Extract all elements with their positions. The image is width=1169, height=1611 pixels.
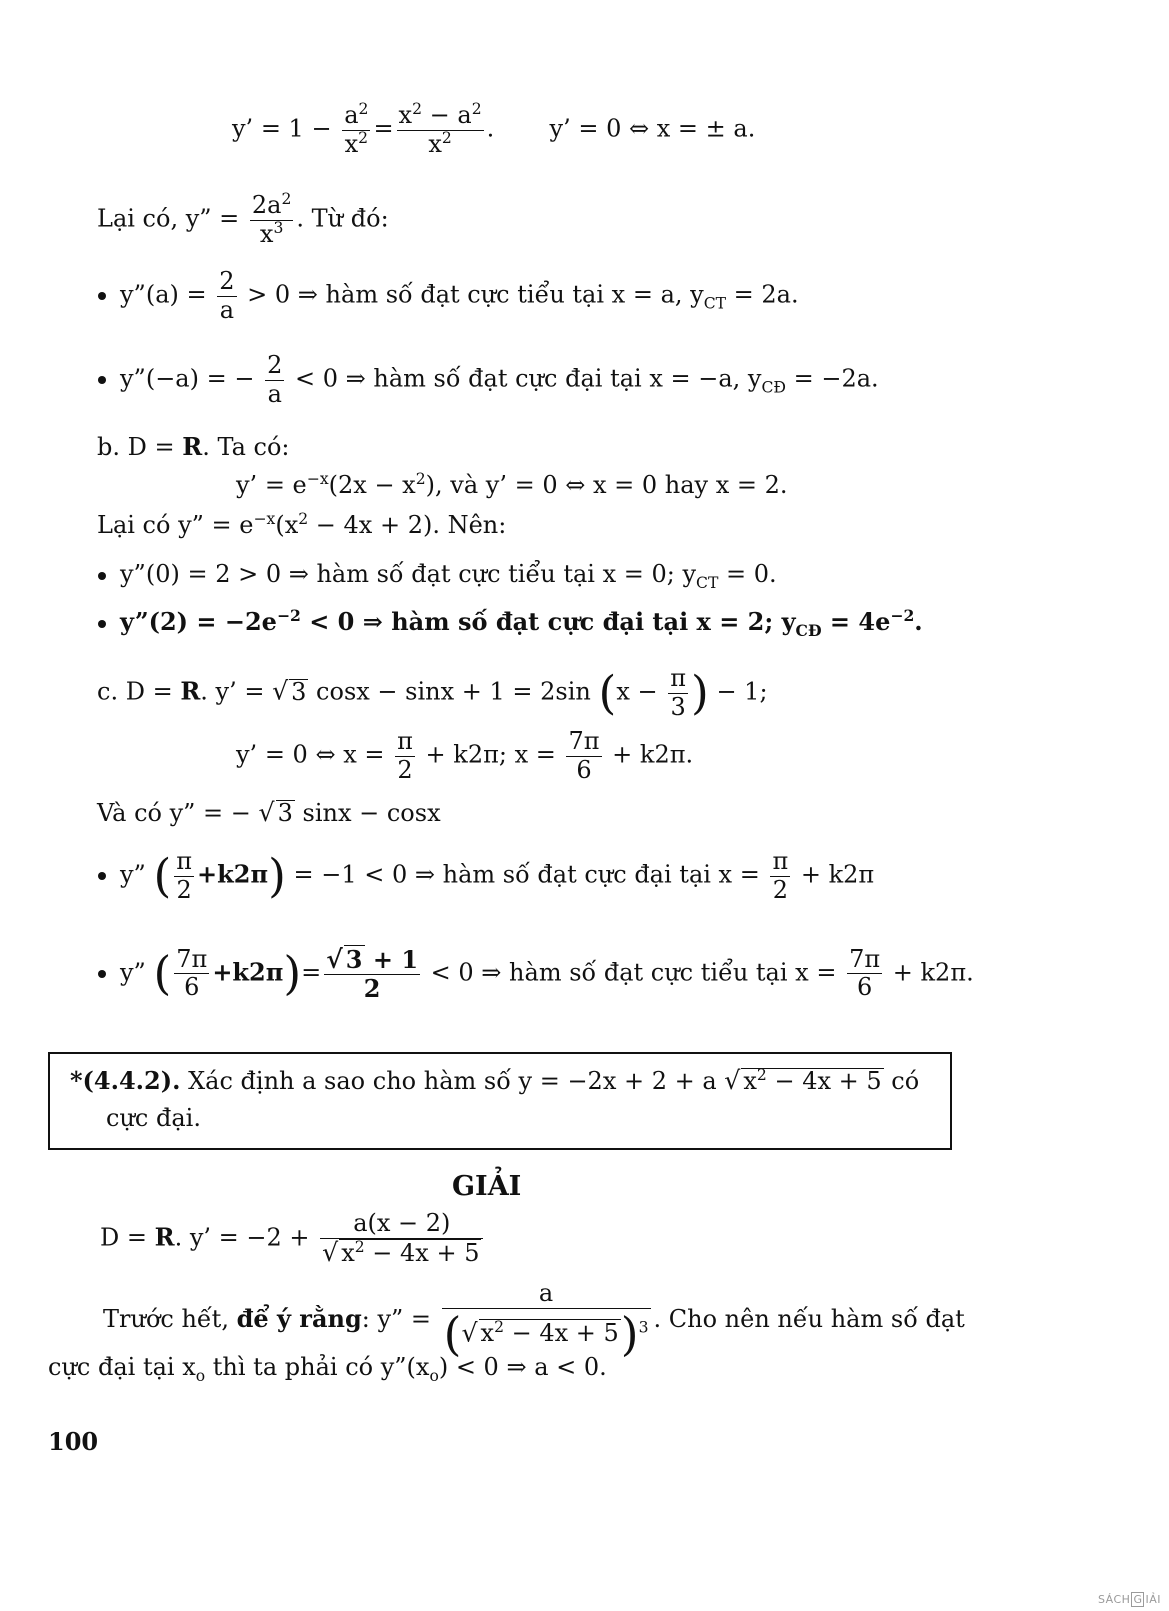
fraction: $\frac{a(x - 2)}{√ x^2 - 4x + 5}$ xyxy=(320,1210,483,1268)
bullet-min-0: y”(0) = 2 > 0 ⇒ hàm số đạt cực tiểu tại x = 0; $y_{CT} = 0$. xyxy=(98,562,777,586)
bullet-max-c: y” ( $\frac{\pi}{2}$ +k2π) = −1 < 0 ⇒ hàm số đạt cực đại tại x = $\frac{\pi}{2}$ + k2π xyxy=(98,848,874,904)
fraction: $\frac{a}{(√ x^2 - 4x + 5)^3}$ xyxy=(443,1279,649,1361)
bullet-icon xyxy=(98,620,106,628)
formula-b-second: Lại có y” = $e^{-x}(x^2 - 4x + 2)$. Nên: xyxy=(97,510,507,539)
solution-conclusion: cực đại tại $x_o$ thì ta phải có $y”(x_o) < 0$ ⇒ a < 0. xyxy=(48,1353,607,1385)
problem-statement: *(4.4.2). Xác định a sao cho hàm số y = −2x + 2 + a √ $x^2 - 4x + 5$ có xyxy=(70,1066,920,1095)
bullet-max-2: y”(2) = $-2e^{-2} < 0$ ⇒ hàm số đạt cực đại tại x = 2; $y_{CĐ} = 4e^{-2}$. xyxy=(98,610,923,634)
formula-b-derivative: y’ = $e^{-x}(2x - x^2)$, và y’ = 0 ⇔ x = 0 hay x = 2. xyxy=(236,470,788,499)
bullet-min-a: y”(a) = $\frac{2}{a}$ > 0 ⇒ hàm số đạt cực tiểu tại x = a, $y_{CT} = 2a$. xyxy=(98,268,799,324)
fraction: $\frac{2a^2}{x^3}$ xyxy=(251,190,292,248)
formula-c-second: Và có y” = − √ 3 sinx − cosx xyxy=(97,798,441,827)
fraction: $\frac{\pi}{2}$ xyxy=(176,847,193,904)
problem-number: *(4.4.2). xyxy=(70,1066,181,1095)
bullet-icon xyxy=(98,292,106,300)
bullet-max-a: y”(−a) = − $\frac{2}{a}$ < 0 ⇒ hàm số đạt cực đại tại x = −a, $y_{CĐ} = -2a$. xyxy=(98,352,879,408)
bullet-icon xyxy=(98,872,106,880)
fraction: $\frac{\pi}{3}$ xyxy=(670,664,687,721)
fraction: $\frac{√ 3 + 1}{2}$ xyxy=(326,944,419,1003)
bullet-icon xyxy=(98,376,106,384)
fraction: $\frac{2}{a}$ xyxy=(219,267,235,324)
formula-c-roots: y’ = 0 ⇔ x = $\frac{\pi}{2}$ + k2π; x = $\frac{7\pi}{6}$ + k2π. xyxy=(236,727,694,784)
part-b-heading: b. D = R. Ta có: xyxy=(97,432,290,461)
solution-title: GIẢI xyxy=(452,1171,522,1202)
fraction: $\frac{2}{a}$ xyxy=(267,351,283,408)
solution-second-derivative: Trước hết, để ý rằng: y” = $\frac{a}{(√ x^2 - 4x + 5)^3}$ . Cho nên nếu hàm số đạt xyxy=(103,1279,965,1361)
bullet-min-c: y” ( $\frac{7\pi}{6}$ +k2π)= $\frac{√ 3 + 1}{2}$ < 0 ⇒ hàm số đạt cực tiểu tại x = $\frac{7\pi}{6}$ + k2π. xyxy=(98,945,974,1003)
solution-derivative: D = R. y’ = −2 + $\frac{a(x - 2)}{√ x^2 - 4x + 5}$ xyxy=(100,1210,486,1268)
fraction: $\frac{7\pi}{6}$ xyxy=(176,944,208,1002)
watermark: SÁCH G IẢI xyxy=(1097,1593,1161,1606)
second-derivative-line: Lại có, y” = $\frac{2a^2}{x^3}$ . Từ đó: xyxy=(97,190,389,248)
fraction: $\frac{a^2}{x^2}$ xyxy=(344,100,369,158)
bullet-icon xyxy=(98,970,106,978)
fraction: $\frac{x^2 - a^2}{x^2}$ xyxy=(398,100,482,158)
page-number: 100 xyxy=(48,1427,99,1456)
problem-statement-cont: cực đại. xyxy=(106,1104,201,1132)
formula-y-prime: y’ = 1 − $\frac{a^2}{x^2}$ = $\frac{x^2 - a^2}{x^2}$ . y’ = 0 ⇔ x = ± a. xyxy=(232,100,756,158)
part-c-heading: c. D = R. y’ = √ 3 cosx − sinx + 1 = 2sin (x − $\frac{\pi}{3}$ ) − 1; xyxy=(97,664,768,721)
fraction: $\frac{7\pi}{6}$ xyxy=(568,727,600,784)
bullet-icon xyxy=(98,572,106,580)
fraction: $\frac{7\pi}{6}$ xyxy=(849,944,881,1002)
fraction: $\frac{\pi}{2}$ xyxy=(772,847,789,904)
fraction: $\frac{\pi}{2}$ xyxy=(397,727,413,784)
